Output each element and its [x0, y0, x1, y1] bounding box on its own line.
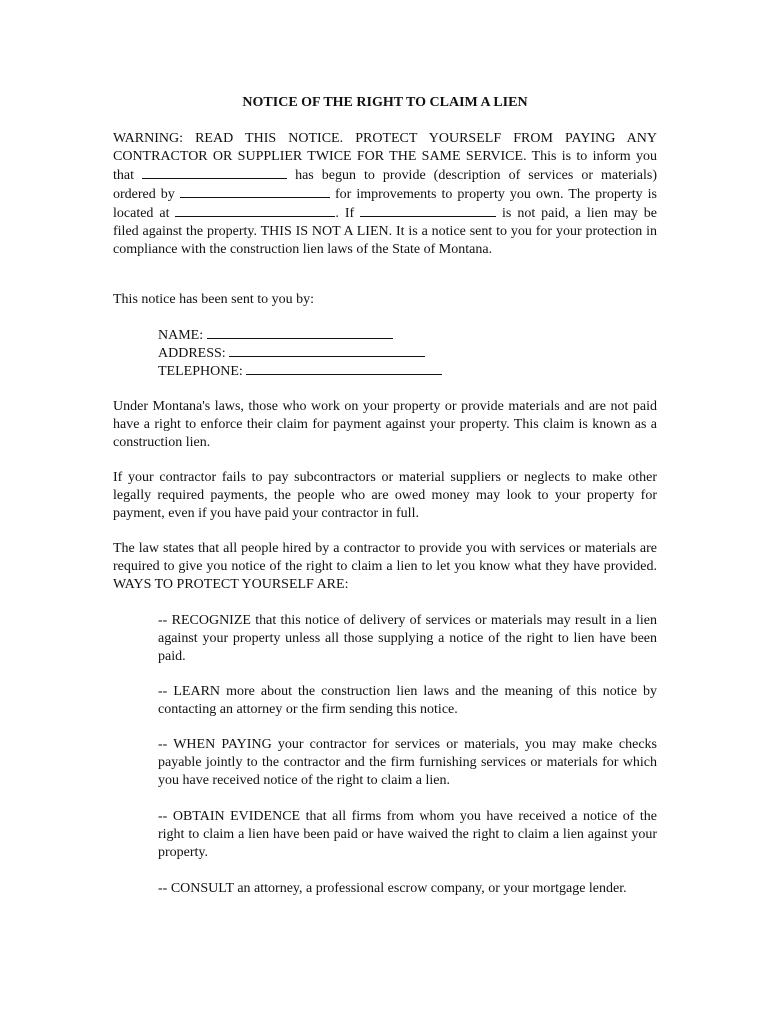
- property-location-blank[interactable]: [175, 204, 335, 217]
- telephone-label: TELEPHONE:: [158, 364, 243, 379]
- warning-text-4: . If: [335, 206, 355, 221]
- name-blank[interactable]: [207, 326, 393, 339]
- telephone-blank[interactable]: [246, 362, 442, 375]
- warning-text-5: is not paid, a lien may be filed against the property. THIS IS NOT A LIEN. It is a notice sent to you for your protection in compliance with the construction lien laws of the State of Montana.: [113, 206, 658, 257]
- way-consult: -- CONSULT an attorney, a professional escrow company, or your mortgage lender.: [158, 881, 627, 896]
- way-when-paying: -- WHEN PAYING your contractor for services or materials, you may make checks payable jointly to the contractor and the firm furnishing services or materials for which you have received notice of the right to claim a lien.: [158, 737, 657, 788]
- ordered-by-blank[interactable]: [180, 185, 330, 198]
- warning-text-2: has begun to provide (description of services or materials) ordered by: [113, 168, 658, 202]
- address-field: [158, 344, 425, 363]
- document-title: NOTICE OF THE RIGHT TO CLAIM A LIEN: [242, 95, 528, 110]
- montana-laws-paragraph: Under Montana's laws, those who work on your property or provide materials and are not paid have a right to enforce their claim for payment against your property. This claim is known as a construction lien.: [113, 399, 657, 450]
- sent-by-line: This notice has been sent to you by:: [113, 292, 315, 307]
- way-obtain-evidence: -- OBTAIN EVIDENCE that all firms from whom you have received a notice of the right to claim a lien have been paid or have waived the right to claim a lien against your property.: [158, 809, 657, 860]
- unpaid-party-blank[interactable]: [360, 204, 496, 217]
- warning-paragraph: [113, 130, 657, 259]
- address-blank[interactable]: [229, 344, 425, 357]
- way-learn: -- LEARN more about the construction lien laws and the meaning of this notice by contacting an attorney or the firm sending this notice.: [158, 684, 657, 717]
- warning-text-3: for improvements to property you own. The property is located at: [113, 187, 657, 221]
- law-states-paragraph: The law states that all people hired by a contractor to provide you with services or materials are required to give you notice of the right to claim a lien to let you know what they have provided. WAYS TO PROTECT YOURSELF ARE:: [113, 541, 657, 592]
- contractor-name-blank[interactable]: [142, 166, 287, 179]
- address-label: ADDRESS:: [158, 346, 226, 361]
- contractor-fails-paragraph: If your contractor fails to pay subcontractors or material suppliers or neglects to make other legally required payments, the people who are owed money may look to your property for payment, even if you have paid your contractor in full.: [113, 470, 657, 521]
- way-recognize: -- RECOGNIZE that this notice of delivery of services or materials may result in a lien against your property unless all those supplying a notice of the right to lien have been paid.: [158, 613, 657, 664]
- name-label: NAME:: [158, 328, 204, 343]
- telephone-field: [158, 362, 442, 381]
- warning-text-1: WARNING: READ THIS NOTICE. PROTECT YOURSELF FROM PAYING ANY CONTRACTOR OR SUPPLIER TWICE FOR THE SAME SERVICE. This is to inform you that: [113, 131, 657, 183]
- name-field: [158, 326, 393, 345]
